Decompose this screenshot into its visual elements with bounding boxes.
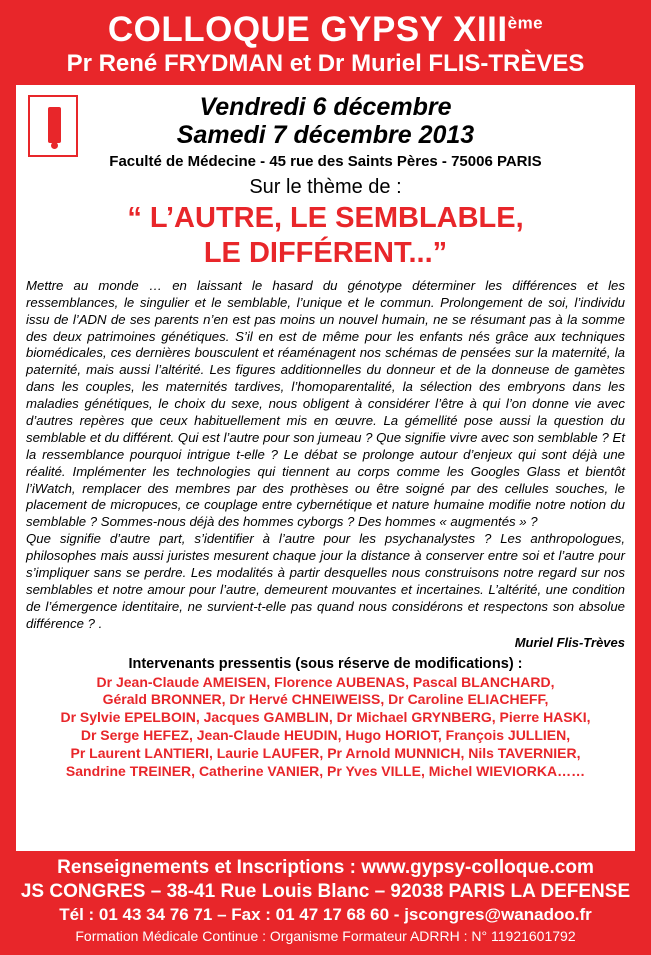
abstract-signature: Muriel Flis-Trèves bbox=[514, 634, 625, 650]
gypsy-logo bbox=[28, 95, 78, 157]
poster-inner bbox=[6, 6, 645, 949]
theme-title bbox=[26, 201, 625, 269]
speakers-heading: Intervenants pressentis (sous réserve de modifications) : bbox=[128, 655, 523, 672]
poster-footer bbox=[6, 851, 645, 949]
page-title bbox=[6, 12, 645, 47]
speakers-line: Gérald BRONNER, Dr Hervé CHNEIWEISS, Dr Caroline ELIACHEFF, bbox=[102, 691, 549, 708]
speakers-line: Sandrine TREINER, Catherine VANIER, Pr Yves VILLE, Michel WIEVIORKA…… bbox=[65, 763, 586, 780]
title-main-superscript: ème bbox=[507, 13, 544, 33]
speakers-line: Dr Serge HEFEZ, Jean-Claude HEUDIN, Hugo HORIOT, François JULLIEN, bbox=[80, 727, 571, 744]
logo-dot-shape bbox=[51, 142, 58, 149]
abstract-paragraph-1: Mettre au monde … en laissant le hasard du génotype déterminer les différences et les ressemblances, le singulier et le semblable, l’unique et le commun. Prolongement de soi, l’individu issu de l’ADN de ses parents n’en est pas moins un nouvel humain, ne se résumant pas à la somme des deux patrimoines génétiques. S’il en est de même pour les enfants nés grâce aux techniques biomédicales, ces dernières bousculent et réaménagent nos schémas de pensées sur la maternité, la paternité, mais aussi l’altérité. Les figures additionnelles du donneur et de la donneuse de gamètes dans les couples, les maternités tardives, l’homoparentalité, la sélection des embryons dans les maladies génétiques, le choix du sexe, nous obligent à considérer l’être à qui l’on donne vie avec d’autres repères que ceux habituellement mis en œuvre. La gémellité pose aussi la question du semblable et du différent. Qui est l’autre pour son jumeau ? Que signifie vivre avec son semblable ? Et la ressemblance pourquoi intrigue t-elle ? Le débat se prolonge autour d’enjeux qui sont déjà une réalité. Implémenter les technologies qui tiennent au corps comme les Googles Glass et bientôt l’iWatch, remplacer des membres par des prothèses ou être soigné par des cellules souches, le placement de micropuces, ce couplage entre cybernétique et nature humaine modifie notre notion du semblable ? Sommes-nous déjà des hommes cyborgs ? Des hommes « augmentés » ? bbox=[26, 277, 625, 530]
theme-title-line-1: “ L’AUTRE, LE SEMBLABLE, bbox=[127, 202, 524, 235]
content-panel bbox=[16, 85, 635, 851]
event-venue: Faculté de Médecine - 45 rue des Saints Pères - 75006 PARIS bbox=[109, 153, 542, 171]
abstract-text bbox=[26, 278, 625, 633]
speakers-line: Pr Laurent LANTIERI, Laurie LAUFER, Pr Arnold MUNNICH, Nils TAVERNIER, bbox=[70, 745, 581, 762]
event-date-line-1: Vendredi 6 décembre bbox=[199, 93, 452, 122]
abstract-paragraph-2: Que signifie d’autre part, s’identifier à l’autre pour les psychanalystes ? Les anthropologues, philosophes mais aussi juristes mesurent chaque jour la distance à conserver entre soi et l’autre pour s’impliquer sans se perdre. Les modalités à partir desquelles nous construisons notre regard sur nos semblables et notre amour pour l’autre, demeurent mouvantes et incertaines. L’altérité, une condition de l’émergence identitaire, ne survient-t-elle pas quand nous considérons et respectons son absolue différence ? . bbox=[26, 531, 625, 631]
footer-website-line[interactable]: Renseignements et Inscriptions : www.gypsy-colloque.com bbox=[57, 857, 594, 879]
footer-contact-line[interactable]: Tél : 01 43 34 76 71 – Fax : 01 47 17 68 60 - jscongres@wanadoo.fr bbox=[59, 904, 592, 924]
speakers-line: Dr Jean-Claude AMEISEN, Florence AUBENAS, Pascal BLANCHARD, bbox=[96, 673, 555, 690]
theme-intro: Sur le thème de : bbox=[249, 176, 402, 199]
speakers-line: Dr Sylvie EPELBOIN, Jacques GAMBLIN, Dr Michael GRYNBERG, Pierre HASKI, bbox=[60, 709, 591, 726]
speakers-list bbox=[26, 674, 625, 781]
title-main-text: COLLOQUE GYPSY XIII bbox=[107, 10, 508, 49]
event-date-line-2: Samedi 7 décembre 2013 bbox=[176, 121, 475, 150]
page-subtitle: Pr René FRYDMAN et Dr Muriel FLIS-TRÈVES bbox=[66, 50, 585, 77]
poster-header bbox=[6, 6, 645, 81]
footer-legal-line: Formation Médicale Continue : Organisme Formateur ADRRH : N° 11921601792 bbox=[75, 927, 576, 944]
theme-title-line-2: LE DIFFÉRENT...” bbox=[203, 236, 448, 269]
logo-graphic bbox=[30, 97, 76, 155]
footer-address-line: JS CONGRES – 38-41 Rue Louis Blanc – 92038 PARIS LA DEFENSE bbox=[20, 880, 631, 902]
date-block bbox=[26, 93, 625, 170]
logo-bar-shape bbox=[48, 107, 61, 143]
